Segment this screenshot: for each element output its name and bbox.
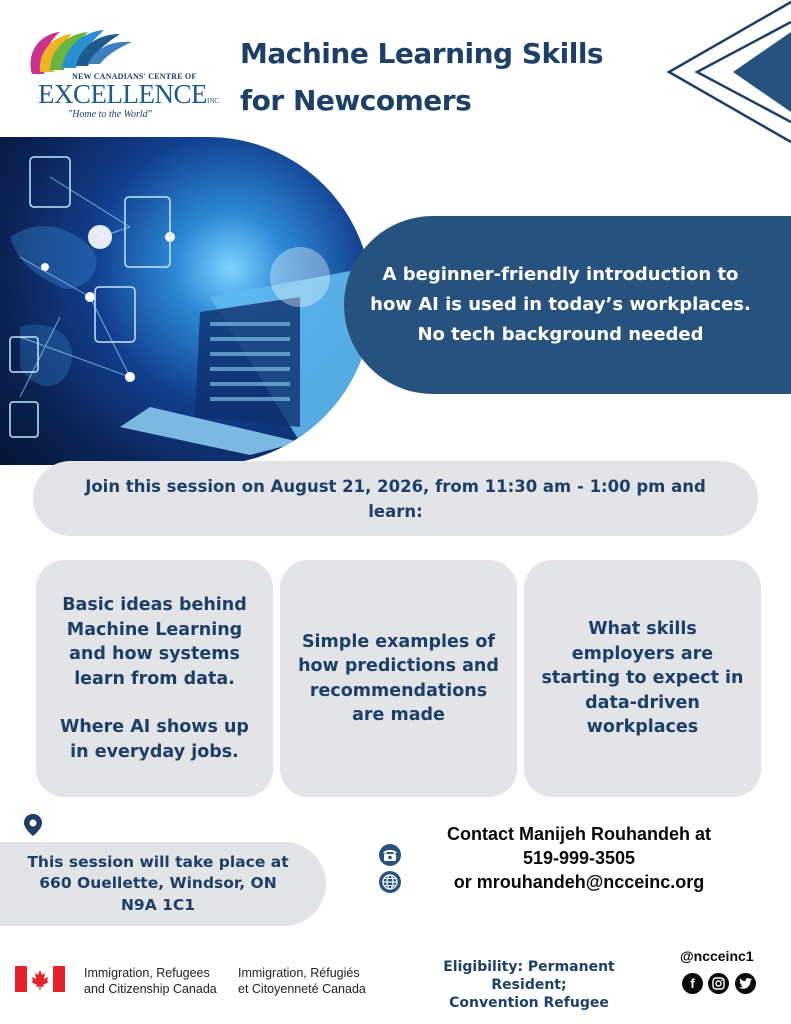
corner-triangles-decoration bbox=[655, 0, 791, 150]
twitter-icon[interactable] bbox=[735, 973, 756, 994]
social-handle: @ncceinc1 bbox=[680, 948, 754, 964]
gov-name-french bbox=[238, 965, 366, 997]
hero-illustration bbox=[0, 137, 372, 465]
eligibility-line-2: Convention Refugee bbox=[449, 995, 609, 1011]
eligibility-note bbox=[404, 958, 654, 1012]
logo-tagline: "Home to the World" bbox=[68, 109, 152, 120]
location-text: This session will take place at 660 Ouellette, Windsor, ON N9A 1C1 bbox=[27, 852, 289, 914]
intro-banner bbox=[344, 216, 791, 394]
topic-card-3 bbox=[524, 560, 761, 797]
map-pin-icon bbox=[23, 813, 43, 837]
topic-card-1-text-1: Basic ideas behind Machine Learning and how systems learn from data. bbox=[62, 595, 247, 689]
gov-name-english bbox=[84, 965, 217, 997]
contact-name: Contact Manijeh Rouhandeh at bbox=[446, 824, 711, 844]
topic-card-2-text: Simple examples of how predictions and recommendations are made bbox=[298, 631, 499, 725]
intro-text: A beginner-friendly introduction to how AI is used in today’s workplaces. No tech background needed bbox=[370, 264, 751, 345]
logo-excellence-text bbox=[38, 79, 221, 110]
phone-icon bbox=[379, 844, 401, 866]
title-line-1: Machine Learning Skills bbox=[240, 37, 604, 70]
contact-email[interactable]: or mrouhandeh@ncceinc.org bbox=[453, 872, 705, 892]
twitter-glyph bbox=[739, 978, 752, 989]
instagram-icon[interactable] bbox=[708, 973, 729, 994]
session-text: Join this session on August 21, 2026, from 11:30 am - 1:00 pm and learn: bbox=[85, 476, 706, 521]
topic-card-2 bbox=[280, 560, 517, 797]
facebook-icon[interactable]: f bbox=[682, 973, 703, 994]
title-line-2: for Newcomers bbox=[240, 84, 472, 117]
topic-card-3-text: What skills employers are starting to expect in data-driven workplaces bbox=[541, 619, 744, 738]
logo-organization-line: NEW CANADIANS' CENTRE OF bbox=[72, 72, 197, 81]
gov-fr-line-2: et Citoyenneté Canada bbox=[238, 982, 366, 996]
globe-icon bbox=[379, 871, 401, 893]
canada-flag-icon bbox=[15, 966, 65, 992]
session-date-banner bbox=[33, 461, 758, 536]
topic-card-1 bbox=[36, 560, 273, 797]
logo-inc: INC. bbox=[206, 97, 221, 105]
page-title bbox=[240, 30, 660, 124]
location-banner bbox=[0, 842, 326, 926]
ncce-logo bbox=[20, 22, 221, 122]
topic-card-1-text-2: Where AI shows up in everyday jobs. bbox=[60, 717, 249, 762]
hero-ai-image bbox=[0, 137, 372, 465]
eligibility-line-1: Eligibility: Permanent Resident; bbox=[443, 959, 615, 993]
logo-excellence-word: EXCELLENCE bbox=[38, 79, 207, 109]
contact-block bbox=[420, 822, 738, 894]
gov-en-line-2: and Citizenship Canada bbox=[84, 982, 217, 996]
contact-phone[interactable]: 519-999-3505 bbox=[522, 848, 636, 868]
gov-fr-line-1: Immigration, Réfugiés bbox=[238, 966, 360, 980]
instagram-glyph bbox=[712, 977, 725, 990]
gov-en-line-1: Immigration, Refugees bbox=[84, 966, 210, 980]
